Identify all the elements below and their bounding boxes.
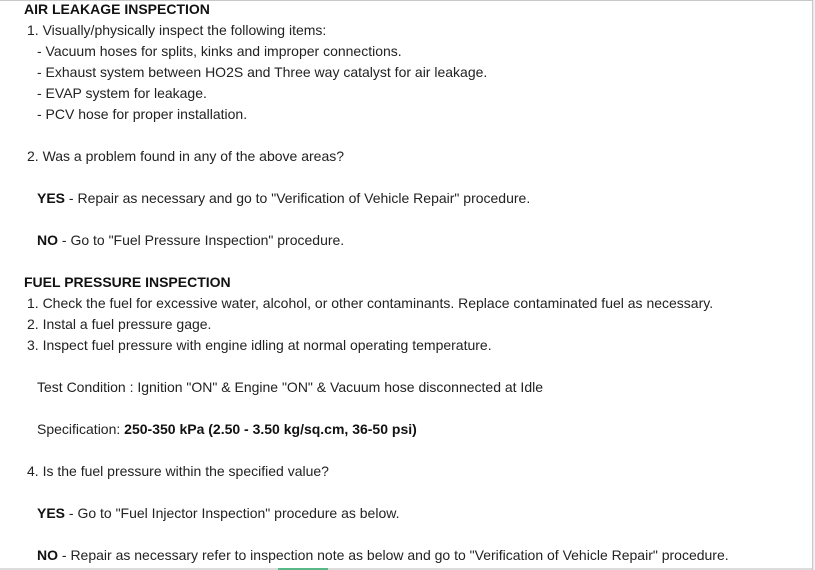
inspect-item-pcv-hose: - PCV hose for proper installation. — [37, 106, 248, 122]
air-leakage-step-2: 2. Was a problem found in any of the above areas? — [27, 148, 345, 164]
yes-text: - Repair as necessary and go to "Verification of Vehicle Repair" procedure. — [65, 190, 531, 206]
air-leakage-no-answer — [37, 232, 344, 249]
fuel-pressure-step-1: 1. Check the fuel for excessive water, alcohol, or other contaminants. Replace contaminated fuel as necessary. — [27, 295, 714, 311]
air-leakage-yes-answer — [37, 190, 530, 207]
inspect-item-evap-system: - EVAP system for leakage. — [37, 85, 207, 101]
yes-label: YES — [37, 505, 66, 521]
no-label: NO — [37, 232, 58, 248]
no-text: - Repair as necessary refer to inspection note as below and go to "Verification of Vehicle Repair" procedure. — [58, 547, 729, 563]
fuel-pressure-no-answer — [37, 547, 729, 564]
no-label: NO — [37, 547, 58, 563]
spec-value: 250-350 kPa (2.50 - 3.50 kg/sq.cm, 36-50 psi) — [124, 421, 417, 437]
spec-label: Specification: — [37, 421, 125, 437]
air-leakage-heading: AIR LEAKAGE INSPECTION — [24, 1, 210, 17]
yes-text: - Go to "Fuel Injector Inspection" procedure as below. — [65, 505, 400, 521]
fuel-pressure-step-3: 3. Inspect fuel pressure with engine idling at normal operating temperature. — [27, 337, 492, 353]
no-text: - Go to "Fuel Pressure Inspection" procedure. — [58, 232, 345, 248]
specification — [37, 421, 417, 438]
inspect-item-vacuum-hoses: - Vacuum hoses for splits, kinks and improper connections. — [37, 43, 402, 59]
fuel-pressure-step-2: 2. Instal a fuel pressure gage. — [27, 316, 212, 332]
test-condition: Test Condition : Ignition "ON" & Engine "ON" & Vacuum hose disconnected at Idle — [37, 379, 544, 395]
fuel-pressure-step-4: 4. Is the fuel pressure within the specified value? — [27, 463, 329, 479]
yes-label: YES — [37, 190, 66, 206]
fuel-pressure-heading: FUEL PRESSURE INSPECTION — [24, 274, 231, 290]
fuel-pressure-yes-answer — [37, 505, 399, 522]
air-leakage-step-1: 1. Visually/physically inspect the following items: — [27, 22, 327, 38]
inspect-item-exhaust-system: - Exhaust system between HO2S and Three way catalyst for air leakage. — [37, 64, 488, 80]
